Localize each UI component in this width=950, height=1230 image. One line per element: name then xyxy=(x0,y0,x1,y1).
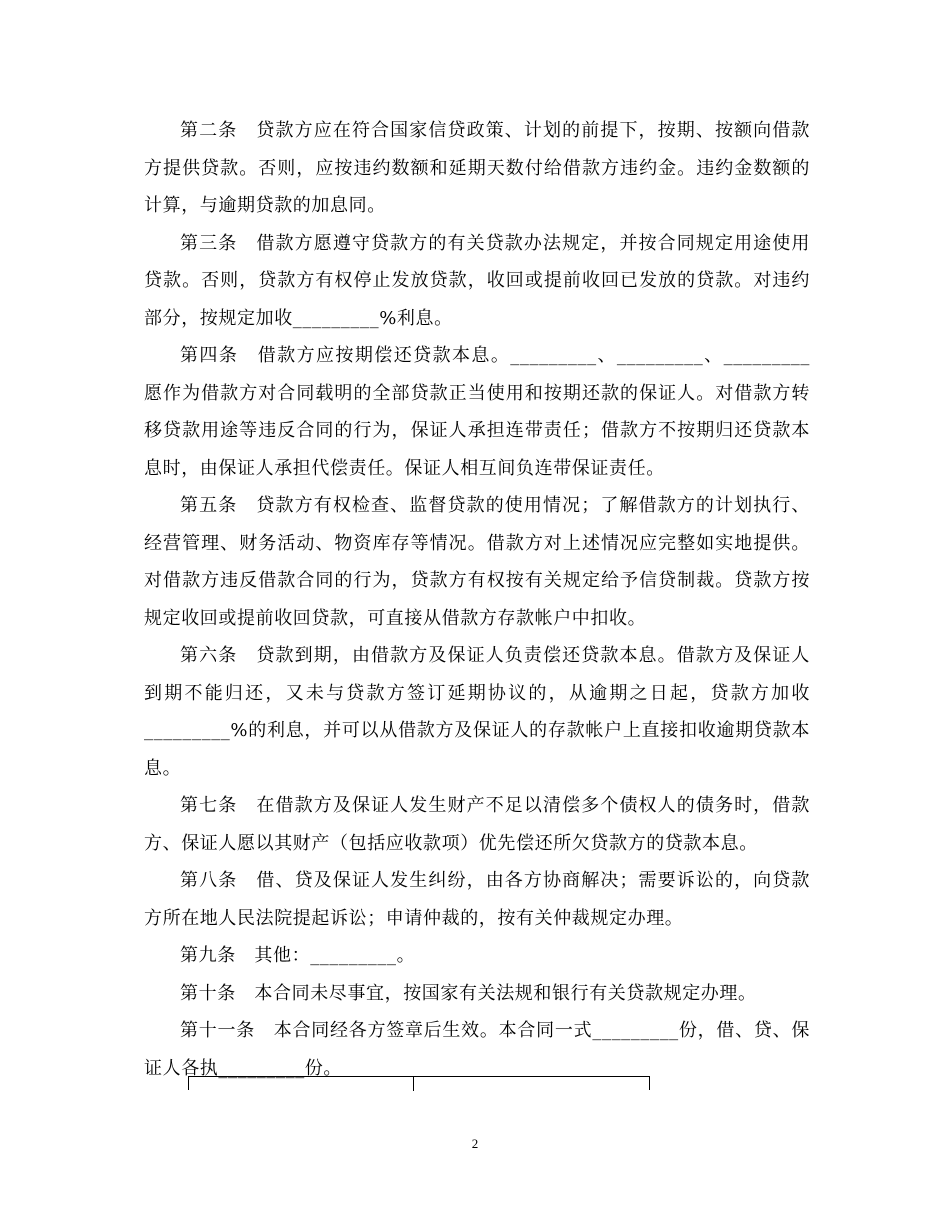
clause-6: 第六条 贷款到期，由借款方及保证人负责偿还贷款本息。借款方及保证人到期不能归还，又未与贷款方签订延期协议的，从逾期之日起，贷款方加收_________%的利息，并可以从借款方及保证人的存款帐户上直接扣收逾期贷款本息。 xyxy=(144,645,810,779)
clause-3: 第三条 借款方愿遵守贷款方的有关贷款办法规定，并按合同规定用途使用贷款。否则，贷款方有权停止发放贷款，收回或提前收回已发放的贷款。对违约部分，按规定加收_________%利息。 xyxy=(144,232,810,329)
clause-10: 第十条 本合同未尽事宜，按国家有关法规和银行有关贷款规定办理。 xyxy=(180,982,757,1004)
clause-4: 第四条 借款方应按期偿还贷款本息。_________、_________、_________愿作为借款方对合同载明的全部贷款正当使用和按期还款的保证人。对借款方转移贷款用途等违反合同的行为，保证人承担连带责任；借款方不按期归还贷款本息时，由保证人承担代偿责任。保证人相互间负连带保证责任。 xyxy=(144,345,810,479)
clause-8: 第八条 借、贷及保证人发生纠纷，由各方协商解决；需要诉讼的，向贷款方所在地人民法院提起诉讼；申请仲裁的，按有关仲裁规定办理。 xyxy=(144,870,810,929)
page-number: 2 xyxy=(471,1136,479,1151)
clause-11: 第十一条 本合同经各方签章后生效。本合同一式_________份，借、贷、保证人各执_________份。 xyxy=(144,1020,810,1079)
contract-body xyxy=(144,112,810,1087)
table-column-divider xyxy=(413,1077,414,1091)
clause-5: 第五条 贷款方有权检查、监督贷款的使用情况；了解借款方的计划执行、经营管理、财务活动、物资库存等情况。借款方对上述情况应完整如实地提供。对借款方违反借款合同的行为，贷款方有权按有关规定给予信贷制裁。贷款方按规定收回或提前收回贷款，可直接从借款方存款帐户中扣收。 xyxy=(144,495,810,629)
clause-9: 第九条 其他：_________。 xyxy=(180,945,416,966)
clause-7: 第七条 在借款方及保证人发生财产不足以清偿多个债权人的债务时，借款方、保证人愿以其财产（包括应收款项）优先偿还所欠贷款方的贷款本息。 xyxy=(144,795,810,854)
signature-table-top xyxy=(188,1076,650,1090)
clause-2: 第二条 贷款方应在符合国家信贷政策、计划的前提下，按期、按额向借款方提供贷款。否则，应按违约数额和延期天数付给借款方违约金。违约金数额的计算，与逾期贷款的加息同。 xyxy=(144,120,810,216)
